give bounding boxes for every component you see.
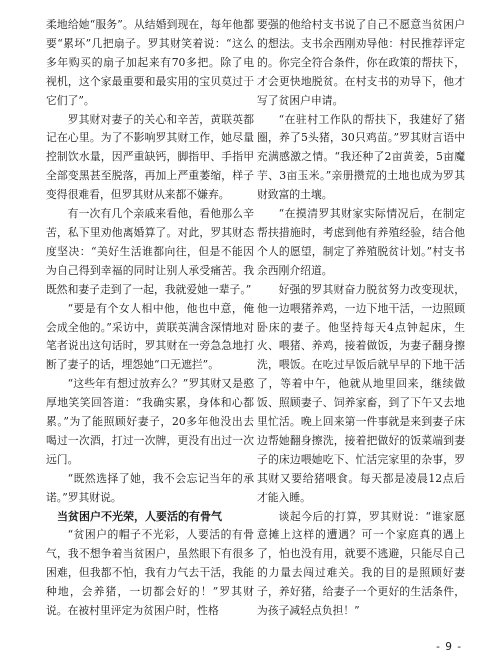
paragraph: “在驻村工作队的帮扶下，我建好了猪圈，养了5头猪，30只鸡苗。”罗其财言语中充满感激之情。“我还种了2亩黄姜，5亩魔芋、3亩玉米。”亲册攒荒的土地也成为罗其财致富的土壤。	[257, 112, 465, 202]
paragraph: “这些年有想过放弃么？”罗其财又是憨厚地笑笑回答道：“我确实累，身体和心都累。”为了能照顾好妻子，20多年他没出去喝过一次酒，打过一次牌，更没有出过一次远门。	[46, 377, 254, 466]
right-column	[257, 16, 465, 621]
paragraph: 要强的他给村支书说了自己不愿意当贫困户的想法。支书余西刚劝导他：村民推荐评定的。你完全符合条件，你在政策的帮扶下，才会更快地脱贫。在村支书的劝导下，他才写了贫困户申请。	[257, 18, 465, 107]
paragraph: “在摸清罗其财家实际情况后，在制定帮扶措施时，考虑到他有养殖经验，结合他个人的愿望，制定了养殖脱贫计划。”村支书余西刚介绍道。	[257, 207, 465, 277]
paragraph: “要是有个女人相中他，他也中意，俺会成全他的。”采访中，黄联英满含深情地对笔者说出这句话时，罗其财在一旁急急地打断了妻子的话，埋怨她“口无遮拦”。	[46, 301, 254, 372]
paragraph: “既然选择了她，我不会忘记当年的承诺。”罗其财说。	[46, 471, 254, 504]
paragraph: 柔地给她“服务”。从结婚到现在，每年他都要“累坏”几把扇子。罗其财笑着说：“这么多年购买的扇子加起来有70多把。除了电视机，这个家最重要和最实用的宝贝莫过于它们了”。	[46, 18, 254, 107]
paragraph: 好强的罗其财奋力脱贫努力改变现状，他一边喂猪养鸡，一边下地干活，一边照顾卧床的妻子。他坚持每天4点钟起床，生火、喂猪、养鸡，接着做饭，为妻子翻身擦洗，喂饭。在吃过早饭后就早早的下地干活了，等着中午，他就从地里回来，继续做饭、照顾妻子、饲养家畜，到了下午又去地里忙活。晚上回来第一件事就是来到妻子床边帮她翻身擦洗，接着把做好的饭菜端到妻子的床边喂她吃下、忙活完家里的杂事，罗其财又要给猪喂食。每天都是凌晨12点后才能入睡。	[257, 282, 465, 504]
page-number: - 9 -	[436, 641, 462, 653]
paragraph: 谈起今后的打算，罗其财说：“谁家愿意摊上这样的遭遇？可一个家庭真的遇上了，怕也没有用，就要不逃避，只能尽自己的力量去闯过难关。我的目的是照顾好妻子，养好猪，给妻子一个更好的生活条件，为孩子减轻点负担！”	[257, 509, 465, 618]
paragraph: “贫困户的帽子不光彩，人要活的有骨气，我不想争着当贫困户，虽然眼下有很多困难，但我都不怕，我有力气去干活，我能种地，会养猪，一切都会好的！”罗其财说。在被村里评定为贫困户时，性格	[46, 528, 254, 618]
paragraph: 有一次有几个亲戚来看他，看他那么辛苦，私下里劝他离婚算了。对此，罗其财态度坚决：“美好生活谁都向往，但是不能因为自己得到幸福的同时让别人承受痛苦。我既然和妻子走到了一起，我就爱她一辈子。”	[46, 207, 254, 296]
paragraph: 罗其财对妻子的关心和辛苦，黄联英都记在心里。为了不影响罗其财工作，她尽量控制饮水量，因严重缺钙，脚指甲、手指甲全部变黑甚至脱落，再加上严重萎缩，样子变得很难看，但罗其财从来都不嫌弃。	[46, 112, 254, 202]
left-column	[46, 16, 254, 621]
section-heading: 当贫困户不光荣，人要活的有骨气	[57, 509, 222, 523]
